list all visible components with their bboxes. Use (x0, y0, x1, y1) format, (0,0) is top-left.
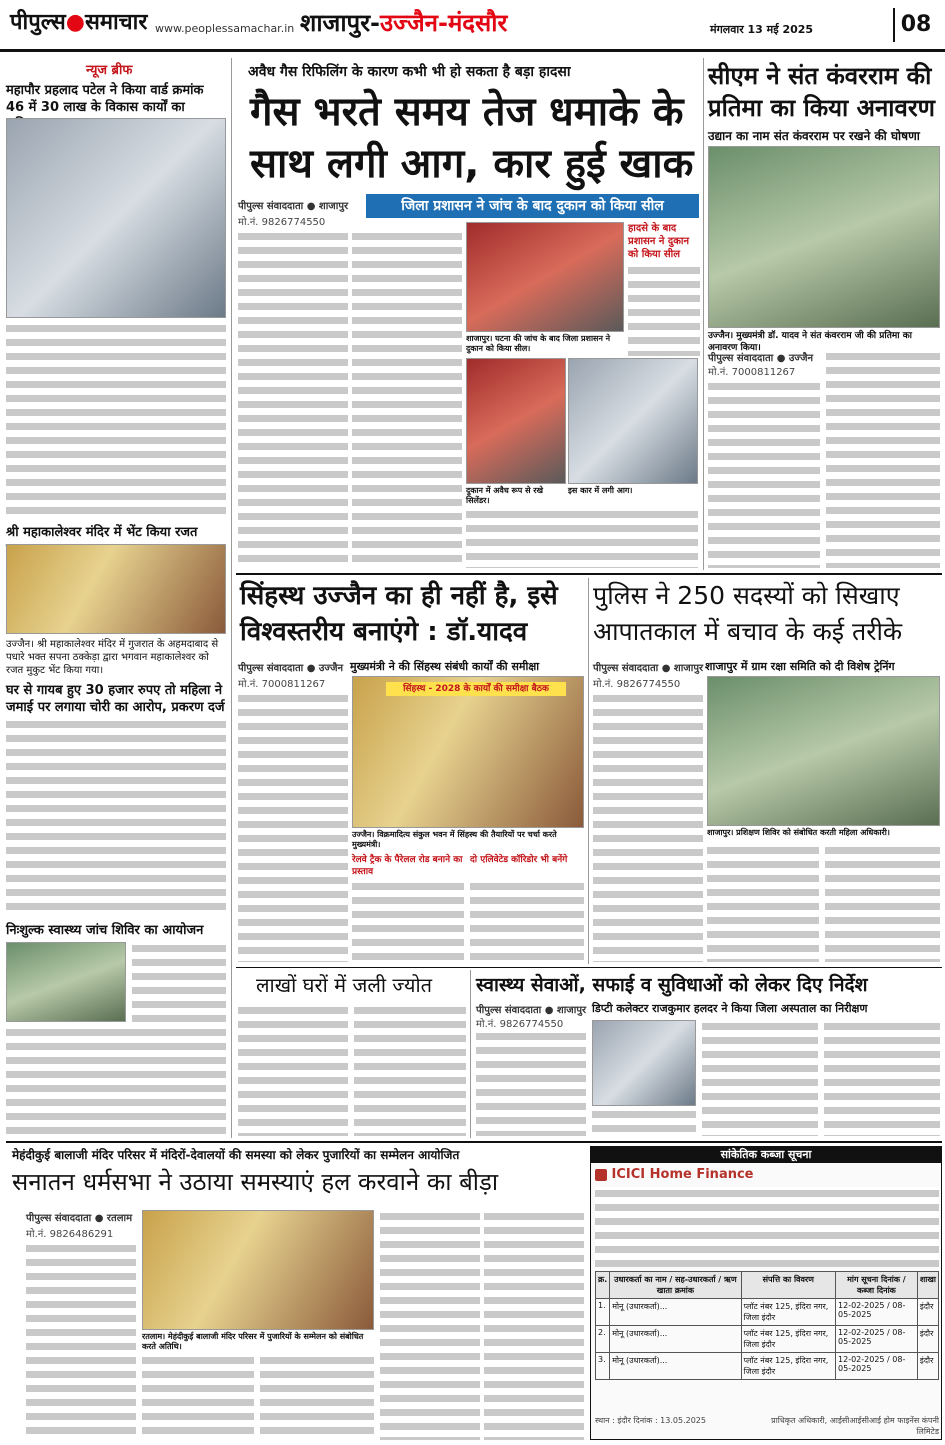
gas-photo3-caption: इस कार में लगी आग। (568, 486, 633, 495)
sanatan-photo (142, 1210, 374, 1330)
simhastha-body-col1 (238, 692, 348, 962)
company-logo-icon (595, 1169, 607, 1181)
brief-caption-2: उज्जैन। श्री महाकालेश्वर मंदिर में गुजरात के अहमदाबाद से पधारे भक्त सपना ठक्केड़ा द्वारा भगवान महाकालेश्वर को रजत मुकुट भेंट किया गया। (6, 639, 219, 676)
brief-photo-4 (6, 942, 126, 1022)
gas-headline-line1: गैस भरते समय तेज धमाके के (250, 89, 684, 135)
table-cell: मोनू (उधारकर्ता)... (610, 1326, 741, 1353)
police-story (591, 578, 942, 964)
table-cell: इंदौर (917, 1326, 938, 1353)
table-cell: प्लॉट नंबर 125, इंदिरा नगर, जिला इंदौर (741, 1299, 835, 1326)
police-caption: शाजापुर। प्रशिक्षण शिविर को संबोधित करती महिला अधिकारी। (707, 828, 890, 837)
sanatan-body-col4 (380, 1210, 480, 1440)
lamps-body-col2 (354, 1004, 466, 1136)
table-row (596, 1353, 939, 1380)
brief-body-4a (132, 942, 226, 1022)
masthead (0, 0, 945, 52)
gas-headline-line2: साथ लगी आग, कार हुई खाक (250, 141, 694, 187)
gas-side-headline: हादसे के बाद प्रशासन ने दुकान को किया सील (628, 223, 690, 260)
notice-header-cell: शाखा (917, 1272, 938, 1299)
table-cell: मोनू (उधारकर्ता)... (610, 1299, 741, 1326)
sanatan-caption: रतलाम। मेहंदीकुई बालाजी मंदिर परिसर में पुजारियों के सम्मेलन को संबोधित करते अतिथि। (142, 1332, 364, 1351)
police-body-col2 (707, 844, 819, 962)
health-body-col3 (702, 1020, 818, 1136)
lamps-headline: लाखों घरों में जली ज्योत (256, 973, 433, 997)
page-number: 08 (893, 8, 937, 42)
notice-intro (595, 1187, 939, 1267)
table-cell: प्लॉट नंबर 125, इंदिरा नगर, जिला इंदौर (741, 1326, 835, 1353)
simhastha-byline: पीपुल्स संवाददाता ● उज्जैन (238, 663, 344, 674)
gas-photo-cylinders (466, 358, 566, 484)
police-photo (707, 676, 940, 826)
police-headline-line2: आपातकाल में बचाव के कई तरीके (593, 617, 903, 646)
notice-company: ICICI Home Finance (595, 1167, 754, 1182)
cm-subhead: उद्यान का नाम संत कंवरराम पर रखने की घोषणा (708, 129, 920, 143)
simhastha-story (236, 578, 586, 964)
brief-headline-1: महापौर प्रहलाद पटेल ने किया वार्ड क्रमांक 46 में 30 लाख के विकास कार्यों का (6, 83, 204, 115)
sanatan-mobile: मो.नं. 9826486291 (26, 1229, 114, 1240)
lamps-story (236, 970, 468, 1138)
police-body-col3 (825, 844, 940, 962)
notice-table-wrap (595, 1271, 939, 1411)
simhastha-headline-line1: सिंहस्थ उज्जैन का ही नहीं है, इसे (240, 581, 558, 611)
website-url[interactable]: www.peoplessamachar.in (155, 22, 295, 35)
gas-photo1-caption: शाजापुर। घटना की जांच के बाद जिला प्रशासन ने दुकान को किया सील। (466, 334, 611, 353)
issue-date: मंगलवार 13 मई 2025 (710, 23, 814, 36)
brief-photo-2 (6, 544, 226, 634)
sanatan-body-col3 (260, 1354, 374, 1440)
table-cell: 12-02-2025 / 08-05-2025 (836, 1299, 918, 1326)
brief-headline-3: घर से गायब हुए 30 हजार रुपए तो महिला ने जमाई पर लगाया चोरी का आरोप, प्रकरण दर्ज (6, 683, 225, 715)
table-row (596, 1299, 939, 1326)
notice-header-cell: क्र. (596, 1272, 610, 1299)
gas-body-col3 (466, 508, 698, 568)
table-cell: 12-02-2025 / 08-05-2025 (836, 1326, 918, 1353)
simhastha-body-col3 (470, 880, 584, 962)
sanatan-body-col1 (26, 1242, 136, 1440)
simhastha-body-col2 (352, 880, 464, 962)
notice-title: सांकेतिक कब्जा सूचना (591, 1147, 941, 1163)
newspaper-logo[interactable]: पीपुल्स●समाचार (10, 9, 148, 35)
cm-mobile: मो.नं. 7000811267 (708, 367, 796, 378)
brief-body-4b (6, 1026, 226, 1136)
table-cell: इंदौर (917, 1353, 938, 1380)
cm-story (706, 58, 942, 570)
police-headline-line1: पुलिस ने 250 सदस्यों को सिखाए (593, 581, 900, 610)
brief-body-1 (6, 322, 226, 518)
table-cell: 2. (596, 1326, 610, 1353)
police-body-col1 (593, 692, 703, 962)
section-divider (236, 573, 942, 575)
notice-header-cell: उधारकर्ता का नाम / सह-उधारकर्ता / ऋण खाता क्रमांक (610, 1272, 741, 1299)
gas-body-col2 (352, 230, 462, 568)
health-body-col4 (824, 1020, 940, 1136)
notice-header-cell: संपत्ति का विवरण (741, 1272, 835, 1299)
gas-banner: जिला प्रशासन ने जांच के बाद दुकान को किया सील (366, 194, 699, 218)
brief-headline-4: निःशुल्क स्वास्थ्य जांच शिविर का आयोजन (6, 923, 204, 938)
brief-photo-1 (6, 118, 226, 318)
cm-body-col2 (826, 350, 940, 568)
health-photo (592, 1020, 696, 1106)
brief-headline-2: श्री महाकालेश्वर मंदिर में भेंट किया रजत (6, 525, 198, 540)
notice-table (595, 1271, 939, 1380)
column-divider (231, 58, 232, 1138)
lamps-body-col1 (238, 1004, 348, 1136)
brief-body-3 (6, 718, 226, 914)
health-story (474, 970, 942, 1138)
simhastha-mobile: मो.नं. 7000811267 (238, 679, 326, 690)
police-subhead: शाजापुर में ग्राम रक्षा समिति को दी विशेष ट्रेनिंग (705, 660, 895, 673)
health-subhead: डिप्टी कलेक्टर राजकुमार हलदर ने किया जिला अस्पताल का निरीक्षण (592, 1002, 868, 1015)
table-cell: 1. (596, 1299, 610, 1326)
gas-byline: पीपुल्स संवाददाता ● शाजापुर (238, 201, 349, 212)
health-body-col2 (592, 1108, 696, 1136)
column-divider (470, 970, 471, 1138)
column-divider (588, 578, 589, 964)
police-mobile: मो.नं. 9826774550 (593, 679, 681, 690)
possession-notice (590, 1146, 942, 1440)
simhastha-subhead-2: दो एलिवेटेड कॉरिडोर भी बनेंगे (470, 855, 568, 865)
sanatan-headline: सनातन धर्मसभा ने उठाया समस्याएं हल करवाने का बीड़ा (12, 1168, 499, 1196)
section-divider (236, 967, 942, 968)
gas-body-side (628, 264, 700, 356)
gas-photo-shop (466, 222, 624, 332)
health-headline: स्वास्थ्य सेवाओं, सफाई व सुविधाओं को लेकर दिए निर्देश (476, 974, 868, 996)
cm-byline: पीपुल्स संवाददाता ● उज्जैन (708, 353, 814, 364)
simhastha-subhead-1: रेलवे ट्रैक के पैरेलल रोड बनाने का प्रस्ताव (352, 855, 463, 877)
sanatan-kicker: मेहंदीकुई बालाजी मंदिर परिसर में मंदिरों-देवालयों की समस्या को लेकर पुजारियों का सम्मेलन आयोजित (12, 1148, 460, 1162)
gas-story (236, 58, 701, 570)
sanatan-body-col2 (142, 1354, 254, 1440)
health-body-col1 (476, 1030, 586, 1136)
news-brief-tag: न्यूज ब्रीफ (86, 63, 133, 78)
cm-headline-line2: प्रतिमा का किया अनावरण (708, 94, 936, 122)
sanatan-body-col5 (484, 1210, 584, 1440)
cm-photo (708, 146, 940, 328)
news-brief-column (6, 58, 228, 1138)
notice-header-cell: मांग सूचना दिनांक / कब्जा दिनांक (836, 1272, 918, 1299)
gas-mobile: मो.नं. 9826774550 (238, 217, 326, 228)
notice-signature: प्राधिकृत अधिकारी, आईसीआईसीआई होम फाइनेंस कंपनी लिमिटेड (771, 1416, 939, 1436)
gas-kicker: अवैध गैस रिफिलिंग के कारण कभी भी हो सकता है बड़ा हादसा (248, 64, 571, 80)
police-byline: पीपुल्स संवाददाता ● शाजापुर (593, 663, 704, 674)
cm-body-col1 (708, 380, 820, 568)
table-row (596, 1326, 939, 1353)
gas-body-col1 (238, 230, 348, 568)
simhastha-photo-banner: सिंहस्थ - 2028 के कार्यों की समीक्षा बैठक (386, 682, 566, 696)
table-cell: 12-02-2025 / 08-05-2025 (836, 1353, 918, 1380)
cm-headline-line1: सीएम ने संत कंवरराम की (708, 62, 932, 90)
notice-place-date: स्थान : इंदौर दिनांक : 13.05.2025 (595, 1416, 706, 1425)
sanatan-byline: पीपुल्स संवाददाता ● रतलाम (26, 1213, 133, 1224)
simhastha-headline-line2: विश्वस्तरीय बनाएंगे : डॉ.यादव (240, 617, 528, 647)
table-cell: इंदौर (917, 1299, 938, 1326)
cm-caption: उज्जैन। मुख्यमंत्री डॉ. यादव ने संत कंवरराम जी की प्रतिमा का अनावरण किया। (708, 331, 912, 353)
section-divider (6, 1141, 942, 1143)
table-cell: प्लॉट नंबर 125, इंदिरा नगर, जिला इंदौर (741, 1353, 835, 1380)
table-cell: मोनू (उधारकर्ता)... (610, 1353, 741, 1380)
gas-photo-car (568, 358, 698, 484)
table-cell: 3. (596, 1353, 610, 1380)
simhastha-photo (352, 676, 584, 828)
column-divider (703, 58, 704, 570)
simhastha-subhead: मुख्यमंत्री ने की सिंहस्थ संबंधी कार्यों की समीक्षा (350, 660, 540, 673)
gas-photo2-caption: दुकान में अवैध रूप से रखे सिलेंडर। (466, 486, 544, 505)
simhastha-caption: उज्जैन। विक्रमादित्य संकुल भवन में सिंहस्थ की तैयारियों पर चर्चा करते मुख्यमंत्री। (352, 830, 557, 849)
health-mobile: मो.नं. 9826774550 (476, 1019, 564, 1030)
sanatan-story (6, 1146, 586, 1442)
health-byline: पीपुल्स संवाददाता ● शाजापुर (476, 1005, 587, 1016)
edition-title: शाजापुर-उज्जैन-मंदसौर (300, 9, 508, 37)
